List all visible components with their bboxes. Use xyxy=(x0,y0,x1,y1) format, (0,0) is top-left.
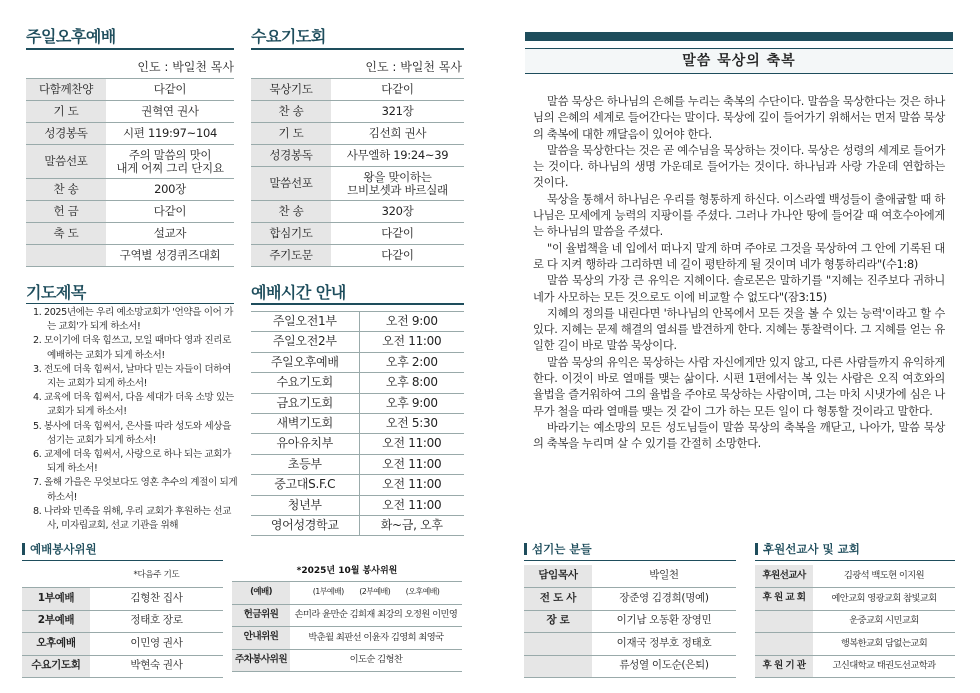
table-cell: 성경봉독 xyxy=(251,145,331,167)
divider xyxy=(26,303,234,304)
meditation-body xyxy=(533,94,945,453)
table-cell: 다같이 xyxy=(331,245,464,267)
table-cell: 권혁연 권사 xyxy=(106,101,234,123)
table-row xyxy=(251,79,464,101)
table-row xyxy=(251,245,464,267)
table-cell: 오전 11:00 xyxy=(359,332,464,352)
table-cell: 축 도 xyxy=(26,223,106,245)
table-cell: 다같이 xyxy=(106,201,234,223)
table-cell: 주일오전2부 xyxy=(251,332,359,352)
table-cell: 320장 xyxy=(331,201,464,223)
table-cell xyxy=(755,610,813,633)
table-cell: 금요기도회 xyxy=(251,393,359,413)
table-cell: 수요기도회 xyxy=(251,373,359,393)
table-cell xyxy=(524,633,592,656)
table-row xyxy=(251,167,464,201)
table-cell: 설교자 xyxy=(106,223,234,245)
table-cell: 정태호 장로 xyxy=(90,610,223,633)
wednesday-order-table xyxy=(251,78,464,267)
october-title: *2025년 10월 봉사위원 xyxy=(296,566,398,576)
table-row xyxy=(26,79,234,101)
table-row xyxy=(22,610,223,633)
table-row xyxy=(26,201,234,223)
table-cell: 행복한교회 담없는교회 xyxy=(813,633,955,656)
table-cell: 이기남 오동환 장영민 xyxy=(592,610,736,633)
table-cell: 주기도문 xyxy=(251,245,331,267)
prayer-item: 8. 나라와 민족을 위해, 우리 교회가 후원하는 선교사, 미자립교회, 선교 기관을 위해 xyxy=(33,505,232,532)
table-cell: 후 원 교 회 xyxy=(755,588,813,611)
table-cell: 주의 말씀의 맛이 내게 어찌 그리 단지요 xyxy=(106,145,234,179)
table-cell: 전 도 사 xyxy=(524,588,592,611)
sunday-order-table xyxy=(26,78,234,267)
table-row xyxy=(251,101,464,123)
table-row xyxy=(22,633,223,656)
table-row xyxy=(251,475,464,495)
meditation-paragraph: 말씀 묵상은 하나님의 은혜를 누리는 축복의 수단이다. 말씀을 묵상한다는 것은 하나님의 은혜의 세계로 들어간다는 말이다. 묵상에 깊이 들어가기 위해서는 먼저 말씀 묵상의 축복에 대한 깨달음이 있어야 한다. xyxy=(533,95,945,141)
prayer-item: 2. 모이기에 더욱 힘쓰고, 모일 때마다 영과 진리로 예배하는 교회가 되게 하소서! xyxy=(33,335,232,361)
table-cell: 오후 9:00 xyxy=(359,393,464,413)
table-row xyxy=(524,565,736,588)
table-cell: 구역별 성경퀴즈대회 xyxy=(106,245,234,267)
meditation-paragraph: 말씀 묵상의 유익은 묵상하는 사람 자신에게만 있지 않고, 다른 사람들까지 유익하게 한다. 이것이 바로 열매를 맺는 삶이다. 시편 1편에서는 복 있는 사람은 오직 여호와의 율법을 즐거워하여 그의 율법을 주야로 묵상하는 사람이며, 그는 마치 시냇가에 심은 나무가 철을 따라 열매를 맺는 것 같이 그가 하는 모든 일이 다 형통할 것이라고 말한다. xyxy=(533,355,945,418)
table-cell: 장준영 김경희(명예) xyxy=(592,588,736,611)
servants-table xyxy=(524,565,736,678)
table-row xyxy=(22,655,223,678)
table-row xyxy=(26,223,234,245)
table-cell: 안내위원 xyxy=(232,627,290,650)
table-cell: 후 원 기 관 xyxy=(755,655,813,678)
table-cell: 오후예배 xyxy=(22,633,90,656)
table-row xyxy=(232,582,462,605)
prayer-item: 4. 교육에 더욱 힘써서, 다음 세대가 더욱 소망 있는 교회가 되게 하소서! xyxy=(33,392,234,418)
divider xyxy=(26,48,234,50)
meditation-title: 말씀 묵상의 축복 xyxy=(525,48,953,74)
table-cell: 장 로 xyxy=(524,610,592,633)
divider xyxy=(251,48,464,50)
table-cell: 유아유치부 xyxy=(251,434,359,454)
table-cell: *다음주 기도 xyxy=(90,565,223,588)
table-cell: 오전 5:30 xyxy=(359,413,464,433)
table-row xyxy=(251,495,464,515)
table-cell: 김광석 백도현 이지원 xyxy=(813,565,955,588)
divider xyxy=(755,560,955,561)
table-cell xyxy=(524,655,592,678)
table-cell: 2부예배 xyxy=(22,610,90,633)
prayer-item: 3. 전도에 더욱 힘써서, 날마다 믿는 자들이 더하여지는 교회가 되게 하소서! xyxy=(33,363,232,390)
table-cell: 중고대S.F.C xyxy=(251,475,359,495)
table-cell: 1부예배 xyxy=(22,588,90,611)
table-cell: 헌금위원 xyxy=(232,604,290,627)
table-cell: 주일오전1부 xyxy=(251,312,359,332)
table-cell: 박춘월 최판선 이윤자 김영희 최영국 xyxy=(290,627,462,650)
divider xyxy=(22,560,223,561)
table-cell: 새벽기도회 xyxy=(251,413,359,433)
table-cell: 찬 송 xyxy=(26,179,106,201)
table-cell: (1부예배) (2부예배) (오후예배) xyxy=(290,582,462,605)
table-cell: 오후 8:00 xyxy=(359,373,464,393)
table-cell: 후원선교사 xyxy=(755,565,813,588)
table-row xyxy=(251,352,464,372)
table-cell: 담임목사 xyxy=(524,565,592,588)
table-cell: 류성열 이도순(은퇴) xyxy=(592,655,736,678)
table-cell: 박현숙 권사 xyxy=(90,655,223,678)
table-row xyxy=(251,312,464,332)
table-row xyxy=(755,565,955,588)
table-cell: 예안교회 영광교회 참빛교회 xyxy=(813,588,955,611)
table-cell: 오전 11:00 xyxy=(359,475,464,495)
table-cell: 기 도 xyxy=(26,101,106,123)
table-row xyxy=(251,413,464,433)
meditation-paragraph: 말씀을 묵상한다는 것은 곧 예수님을 묵상하는 것이다. 묵상은 성령의 세계로 들어가는 것이다. 하나님의 생명 가운데로 들어가는 것이다. 하나님과 사랑 가운데 연합하는 것이다. xyxy=(533,143,945,190)
table-row xyxy=(26,101,234,123)
table-cell: 오전 11:00 xyxy=(359,434,464,454)
divider xyxy=(251,303,464,305)
table-cell: 박일천 xyxy=(592,565,736,588)
prayer-list xyxy=(33,306,238,533)
table-cell: 말씀선포 xyxy=(26,145,106,179)
missions-title: 후원선교사 및 교회 xyxy=(755,543,860,555)
meditation-paragraph: 지혜의 정의를 내린다면 '하나님의 안목에서 모든 것을 볼 수 있는 능력'이라고 할 수 있다. 지혜는 문제 해결의 열쇠를 발견하게 한다. 지혜는 통찰력이다. 그 지혜를 얻는 유일한 길이 바로 말씀 묵상이다. xyxy=(533,306,946,353)
table-row xyxy=(524,610,736,633)
table-row xyxy=(251,434,464,454)
table-row xyxy=(524,655,736,678)
table-cell: 오전 9:00 xyxy=(359,312,464,332)
table-cell: 시편 119:97~104 xyxy=(106,123,234,145)
wednesday-leader: 인도 : 박일천 목사 xyxy=(365,60,462,74)
table-row xyxy=(232,604,462,627)
table-cell: 다같이 xyxy=(331,223,464,245)
missions-table xyxy=(755,565,955,678)
prayer-item: 1. 2025년에는 우리 예소망교회가 '언약을 이어 가는 교회'가 되게 하소서! xyxy=(33,307,234,333)
table-cell: 찬 송 xyxy=(251,101,331,123)
worship-times-title: 예배시간 안내 xyxy=(251,283,346,302)
table-row xyxy=(26,179,234,201)
worship-times-table xyxy=(251,311,464,536)
table-row xyxy=(232,649,462,672)
meditation-paragraph: 말씀 묵상의 가장 큰 유익은 지혜이다. 솔로몬은 말하기를 "지혜는 진주보다 귀하니 네가 사모하는 모든 것으로도 이에 비교할 수 없도다"(잠3:15) xyxy=(533,274,945,304)
top-bar xyxy=(525,32,953,41)
table-cell: (예배) xyxy=(232,582,290,605)
table-cell: 성경봉독 xyxy=(26,123,106,145)
table-row xyxy=(755,588,955,611)
table-cell: 말씀선포 xyxy=(251,167,331,201)
meditation-paragraph: 묵상을 통해서 하나님은 우리를 형통하게 하신다. 이스라엘 백성들이 출애굽할 때 하나님은 모세에게 능력의 지팡이를 주셨다. 그러나 가나안 땅에 들어갈 때 여호수아에게는 하나님의 말씀을 주셨다. xyxy=(533,192,945,239)
table-cell: 다같이 xyxy=(331,79,464,101)
table-cell: 손미라 윤만순 김희재 최강의 오정원 이민영 xyxy=(290,604,462,627)
table-row xyxy=(251,373,464,393)
table-row xyxy=(26,123,234,145)
table-cell: 오전 11:00 xyxy=(359,495,464,515)
table-cell: 321장 xyxy=(331,101,464,123)
table-cell: 헌 금 xyxy=(26,201,106,223)
table-cell: 이재국 정부호 정태호 xyxy=(592,633,736,656)
table-cell: 오전 11:00 xyxy=(359,454,464,474)
table-cell: 왕을 맞이하는 므비보셋과 바르실래 xyxy=(331,167,464,201)
table-row xyxy=(251,223,464,245)
divider xyxy=(524,560,736,561)
table-row xyxy=(251,515,464,535)
table-row xyxy=(26,245,234,267)
table-cell: 찬 송 xyxy=(251,201,331,223)
table-cell: 이민영 권사 xyxy=(90,633,223,656)
prayer-title: 기도제목 xyxy=(26,283,86,302)
prayer-item: 6. 교제에 더욱 힘써서, 사랑으로 하나 되는 교회가 되게 하소서! xyxy=(33,449,232,475)
table-cell: 다함께찬양 xyxy=(26,79,106,101)
table-cell xyxy=(26,245,106,267)
table-row xyxy=(524,588,736,611)
table-cell xyxy=(755,633,813,656)
table-cell: 수요기도회 xyxy=(22,655,90,678)
table-cell: 주일오후예배 xyxy=(251,352,359,372)
meditation-paragraph: 바라기는 예소망의 모든 성도님들이 말씀 묵상의 축복을 깨닫고, 나아가, 말씀 묵상의 축복을 누리며 살 수 있기를 간절히 소망한다. xyxy=(533,420,945,451)
table-row xyxy=(232,627,462,650)
table-cell: 운중교회 시민교회 xyxy=(813,610,955,633)
prayer-item: 5. 봉사에 더욱 힘써서, 은사를 따라 성도와 세상을 섬기는 교회가 되게 하소서! xyxy=(33,420,232,446)
table-row xyxy=(251,393,464,413)
table-cell: 김선희 권사 xyxy=(331,123,464,145)
volunteers-title: 예배봉사위원 xyxy=(22,543,97,555)
meditation-paragraph: "이 율법책을 네 입에서 떠나지 말게 하며 주야로 그것을 묵상하여 그 안에 기록된 대로 다 지켜 행하라 그리하면 네 길이 평탄하게 될 것이며 네가 형통하리라"(수1:8) xyxy=(533,241,945,271)
table-cell xyxy=(22,565,90,588)
table-cell: 사무엘하 19:24~39 xyxy=(331,145,464,167)
table-row xyxy=(22,565,223,588)
october-volunteers-table xyxy=(232,581,462,672)
sunday-leader: 인도 : 박일천 목사 xyxy=(137,60,234,74)
table-cell: 초등부 xyxy=(251,454,359,474)
table-cell: 기 도 xyxy=(251,123,331,145)
table-row xyxy=(251,454,464,474)
table-cell: 200장 xyxy=(106,179,234,201)
table-cell: 고신대학교 태권도선교학과 xyxy=(813,655,955,678)
table-cell: 청년부 xyxy=(251,495,359,515)
volunteers-table xyxy=(22,565,223,678)
table-cell: 합심기도 xyxy=(251,223,331,245)
table-cell: 오후 2:00 xyxy=(359,352,464,372)
table-row xyxy=(755,655,955,678)
table-row xyxy=(251,332,464,352)
table-cell: 주차봉사위원 xyxy=(232,649,290,672)
table-cell: 이도순 김형찬 xyxy=(290,649,462,672)
table-row xyxy=(755,610,955,633)
table-row xyxy=(22,588,223,611)
wednesday-service-title: 수요기도회 xyxy=(251,27,326,46)
sunday-service-title: 주일오후예배 xyxy=(26,27,116,46)
table-cell: 다같이 xyxy=(106,79,234,101)
table-row xyxy=(755,633,955,656)
table-row xyxy=(251,123,464,145)
table-cell: 묵상기도 xyxy=(251,79,331,101)
table-cell: 영어성경학교 xyxy=(251,515,359,535)
table-row xyxy=(251,145,464,167)
table-row xyxy=(524,633,736,656)
table-row xyxy=(26,145,234,179)
prayer-item: 7. 올해 가을은 무엇보다도 영혼 추수의 계절이 되게 하소서! xyxy=(33,477,238,503)
table-cell: 김형찬 집사 xyxy=(90,588,223,611)
servants-title: 섬기는 분들 xyxy=(524,543,592,555)
table-cell: 화~금, 오후 xyxy=(359,515,464,535)
table-row xyxy=(251,201,464,223)
